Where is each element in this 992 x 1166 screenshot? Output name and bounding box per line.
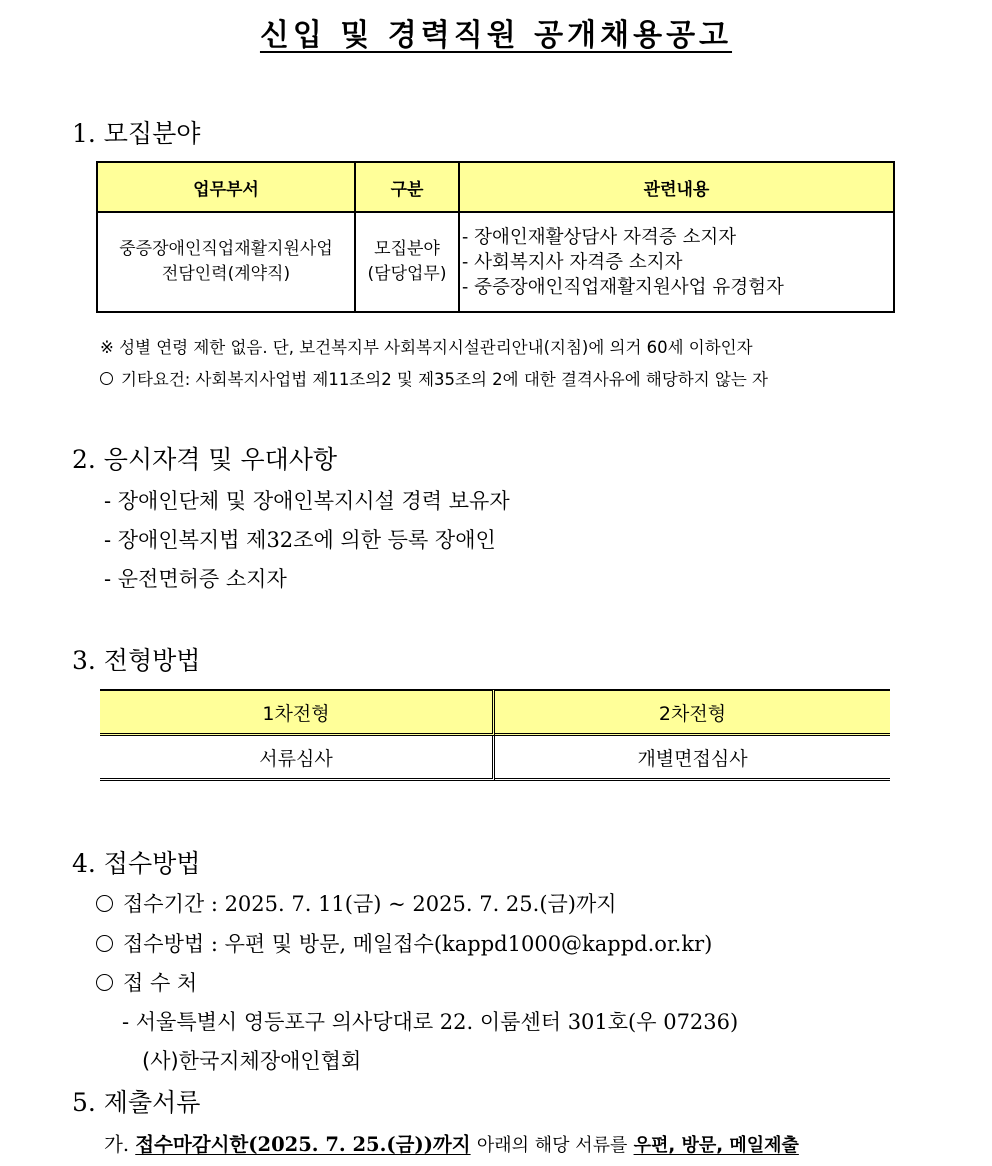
note-age: ※ 성별 연령 제한 없음. 단, 보건복지부 사회복지시설관리안내(지침)에 의거 60세 이하인자: [100, 338, 753, 357]
cell-dept: 중증장애인직업재활지원사업 전담인력(계약직): [97, 212, 355, 312]
circle-bullet-icon: [100, 372, 113, 385]
stage-1-value: 서류심사: [100, 736, 495, 781]
page-title: 신입 및 경력직원 공개채용공고: [259, 18, 733, 53]
section-1-heading: 1. 모집분야: [72, 119, 201, 148]
note-requirements: 기타요건: 사회복지사업법 제11조의2 및 제35조의 2에 대한 결격사유에 해당하지 않는 자: [100, 366, 768, 390]
application-method: 접수방법 : 우편 및 방문, 메일접수(kappd1000@kappd.or.kr): [96, 928, 712, 958]
submission-line: 가. 접수마감시한(2025. 7. 25.(금))까지 아래의 해당 서류를 우편, 방문, 메일제출: [104, 1133, 799, 1156]
section-2-heading: 2. 응시자격 및 우대사항: [72, 445, 338, 474]
circle-bullet-icon: [96, 935, 113, 952]
stage-2-header: 2차전형: [495, 689, 890, 736]
selection-table: [100, 689, 890, 781]
section-3-heading: 3. 전형방법: [72, 646, 201, 675]
qualification-item: - 장애인복지법 제32조에 의한 등록 장애인: [104, 528, 496, 552]
application-place: 접 수 처: [96, 967, 197, 997]
cell-category: 모집분야 (담당업무): [355, 212, 459, 312]
circle-bullet-icon: [96, 974, 113, 991]
application-period: 접수기간 : 2025. 7. 11(금) ~ 2025. 7. 25.(금)까지: [96, 888, 617, 918]
cell-details: - 장애인재활상담사 자격증 소지자 - 사회복지사 자격증 소지자 - 중증장애인직업재활지원사업 유경험자: [459, 212, 894, 312]
deadline-text: 접수마감시한(2025. 7. 25.(금))까지: [135, 1133, 471, 1156]
qualification-item: - 장애인단체 및 장애인복지시설 경력 보유자: [104, 489, 510, 513]
qualification-item: - 운전면허증 소지자: [104, 567, 287, 591]
section-5-heading: 5. 제출서류: [72, 1088, 201, 1117]
circle-bullet-icon: [96, 895, 113, 912]
stage-2-value: 개별면접심사: [495, 736, 890, 781]
organization: (사)한국지체장애인협회: [142, 1049, 362, 1073]
submission-method: 우편, 방문, 메일제출: [633, 1135, 799, 1156]
header-dept: 업무부서: [97, 162, 355, 212]
section-4-heading: 4. 접수방법: [72, 849, 201, 878]
stage-1-header: 1차전형: [100, 689, 495, 736]
address: - 서울특별시 영등포구 의사당대로 22. 이룸센터 301호(우 07236): [122, 1010, 739, 1034]
header-category: 구분: [355, 162, 459, 212]
header-details: 관련내용: [459, 162, 894, 212]
recruitment-table: [96, 161, 895, 313]
